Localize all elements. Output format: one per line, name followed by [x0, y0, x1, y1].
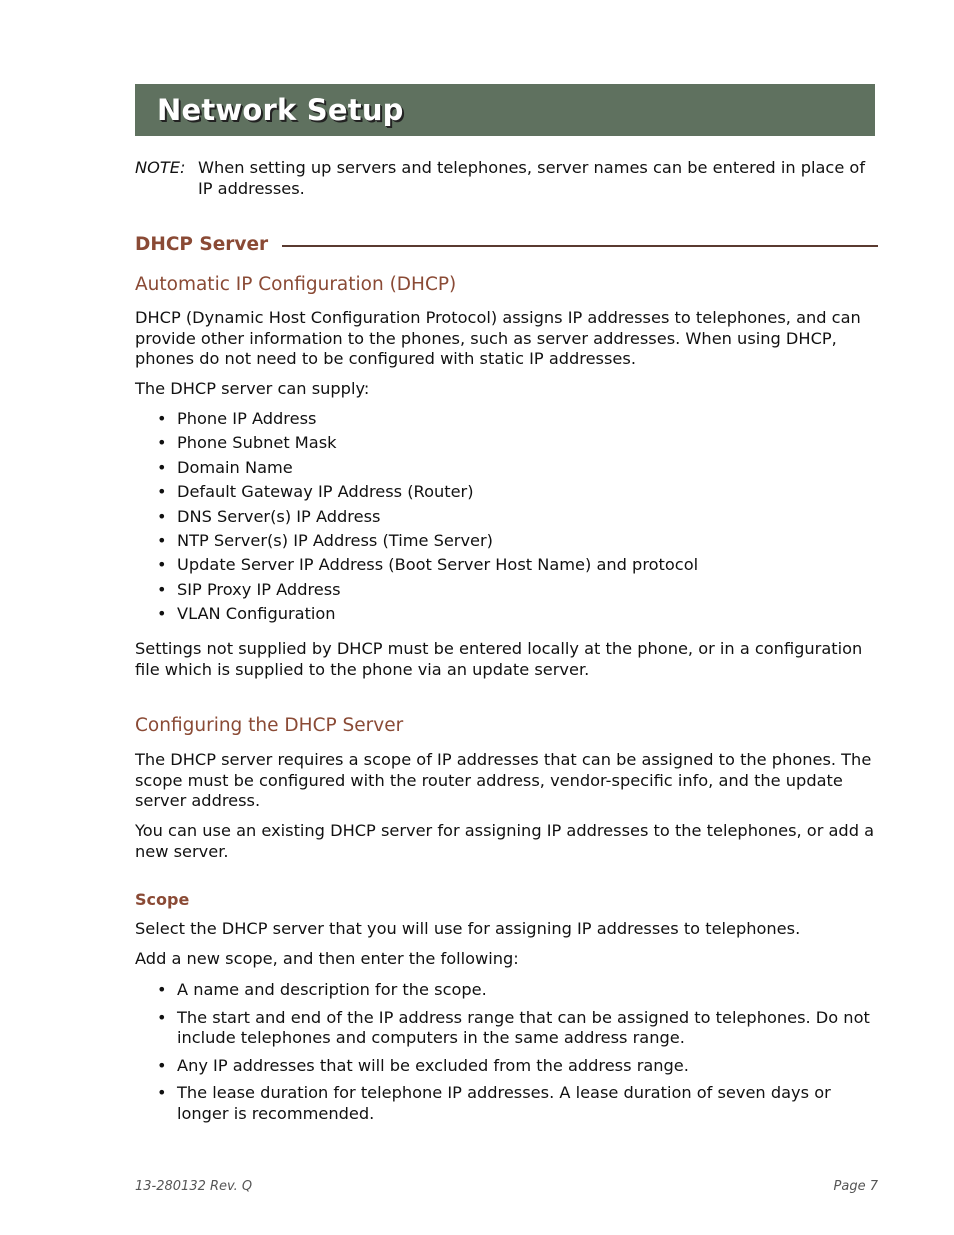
auto-config-paragraph-1: DHCP (Dynamic Host Configuration Protocol) assigns IP addresses to telephones, and can provide other information to the phones, such as server addresses. When using DHCP, phones do not need to be configured with static IP addresses.: [135, 308, 861, 368]
footer-page-number: Page 7: [833, 1179, 878, 1194]
scope-heading: Scope: [135, 890, 190, 909]
list-item: • DNS Server(s) IP Address: [135, 507, 880, 531]
dhcp-server-heading: DHCP Server: [135, 234, 269, 255]
scope-paragraph-1: Select the DHCP server that you will use for assigning IP addresses to telephones.: [135, 919, 801, 938]
configuring-paragraph-1: The DHCP server requires a scope of IP addresses that can be assigned to the phones. The scope must be configured with the router address, vendor-specific info, and the update server address.: [135, 750, 872, 810]
heading-rule: [282, 245, 878, 247]
auto-config-paragraph-3: Settings not supplied by DHCP must be entered locally at the phone, or in a configuration file which is supplied to the phone via an update server.: [135, 639, 863, 679]
note-text: When setting up servers and telephones, server names can be entered in place of IP addresses.: [198, 158, 866, 198]
dhcp-supply-list: [135, 409, 880, 629]
list-item: • Phone IP Address: [135, 409, 880, 433]
list-item: • The lease duration for telephone IP addresses. A lease duration of seven days or longer is recommended.: [135, 1083, 880, 1124]
list-item: • Default Gateway IP Address (Router): [135, 482, 880, 506]
auto-config-paragraph-2: The DHCP server can supply:: [135, 379, 370, 398]
list-item: • Any IP addresses that will be excluded from the address range.: [135, 1056, 880, 1077]
footer-doc-number: 13-280132 Rev. Q: [135, 1179, 253, 1194]
list-item: • NTP Server(s) IP Address (Time Server): [135, 531, 880, 555]
configuring-heading: Configuring the DHCP Server: [135, 715, 404, 736]
list-item: • The start and end of the IP address range that can be assigned to telephones. Do not include telephones and computers in the same address range.: [135, 1008, 880, 1049]
scope-paragraph-2: Add a new scope, and then enter the following:: [135, 949, 519, 968]
auto-config-heading: Automatic IP Configuration (DHCP): [135, 274, 457, 295]
list-item: • SIP Proxy IP Address: [135, 580, 880, 604]
list-item: • Phone Subnet Mask: [135, 433, 880, 457]
section-banner: [135, 84, 875, 136]
page-title: Network Setup: [157, 93, 404, 127]
note-label: NOTE:: [135, 158, 186, 177]
list-item: • Domain Name: [135, 458, 880, 482]
list-item: • A name and description for the scope.: [135, 980, 880, 1001]
list-item: • Update Server IP Address (Boot Server Host Name) and protocol: [135, 555, 880, 579]
list-item: • VLAN Configuration: [135, 604, 880, 628]
scope-list: [135, 980, 880, 1131]
configuring-paragraph-2: You can use an existing DHCP server for assigning IP addresses to the telephones, or add a new server.: [135, 821, 875, 861]
